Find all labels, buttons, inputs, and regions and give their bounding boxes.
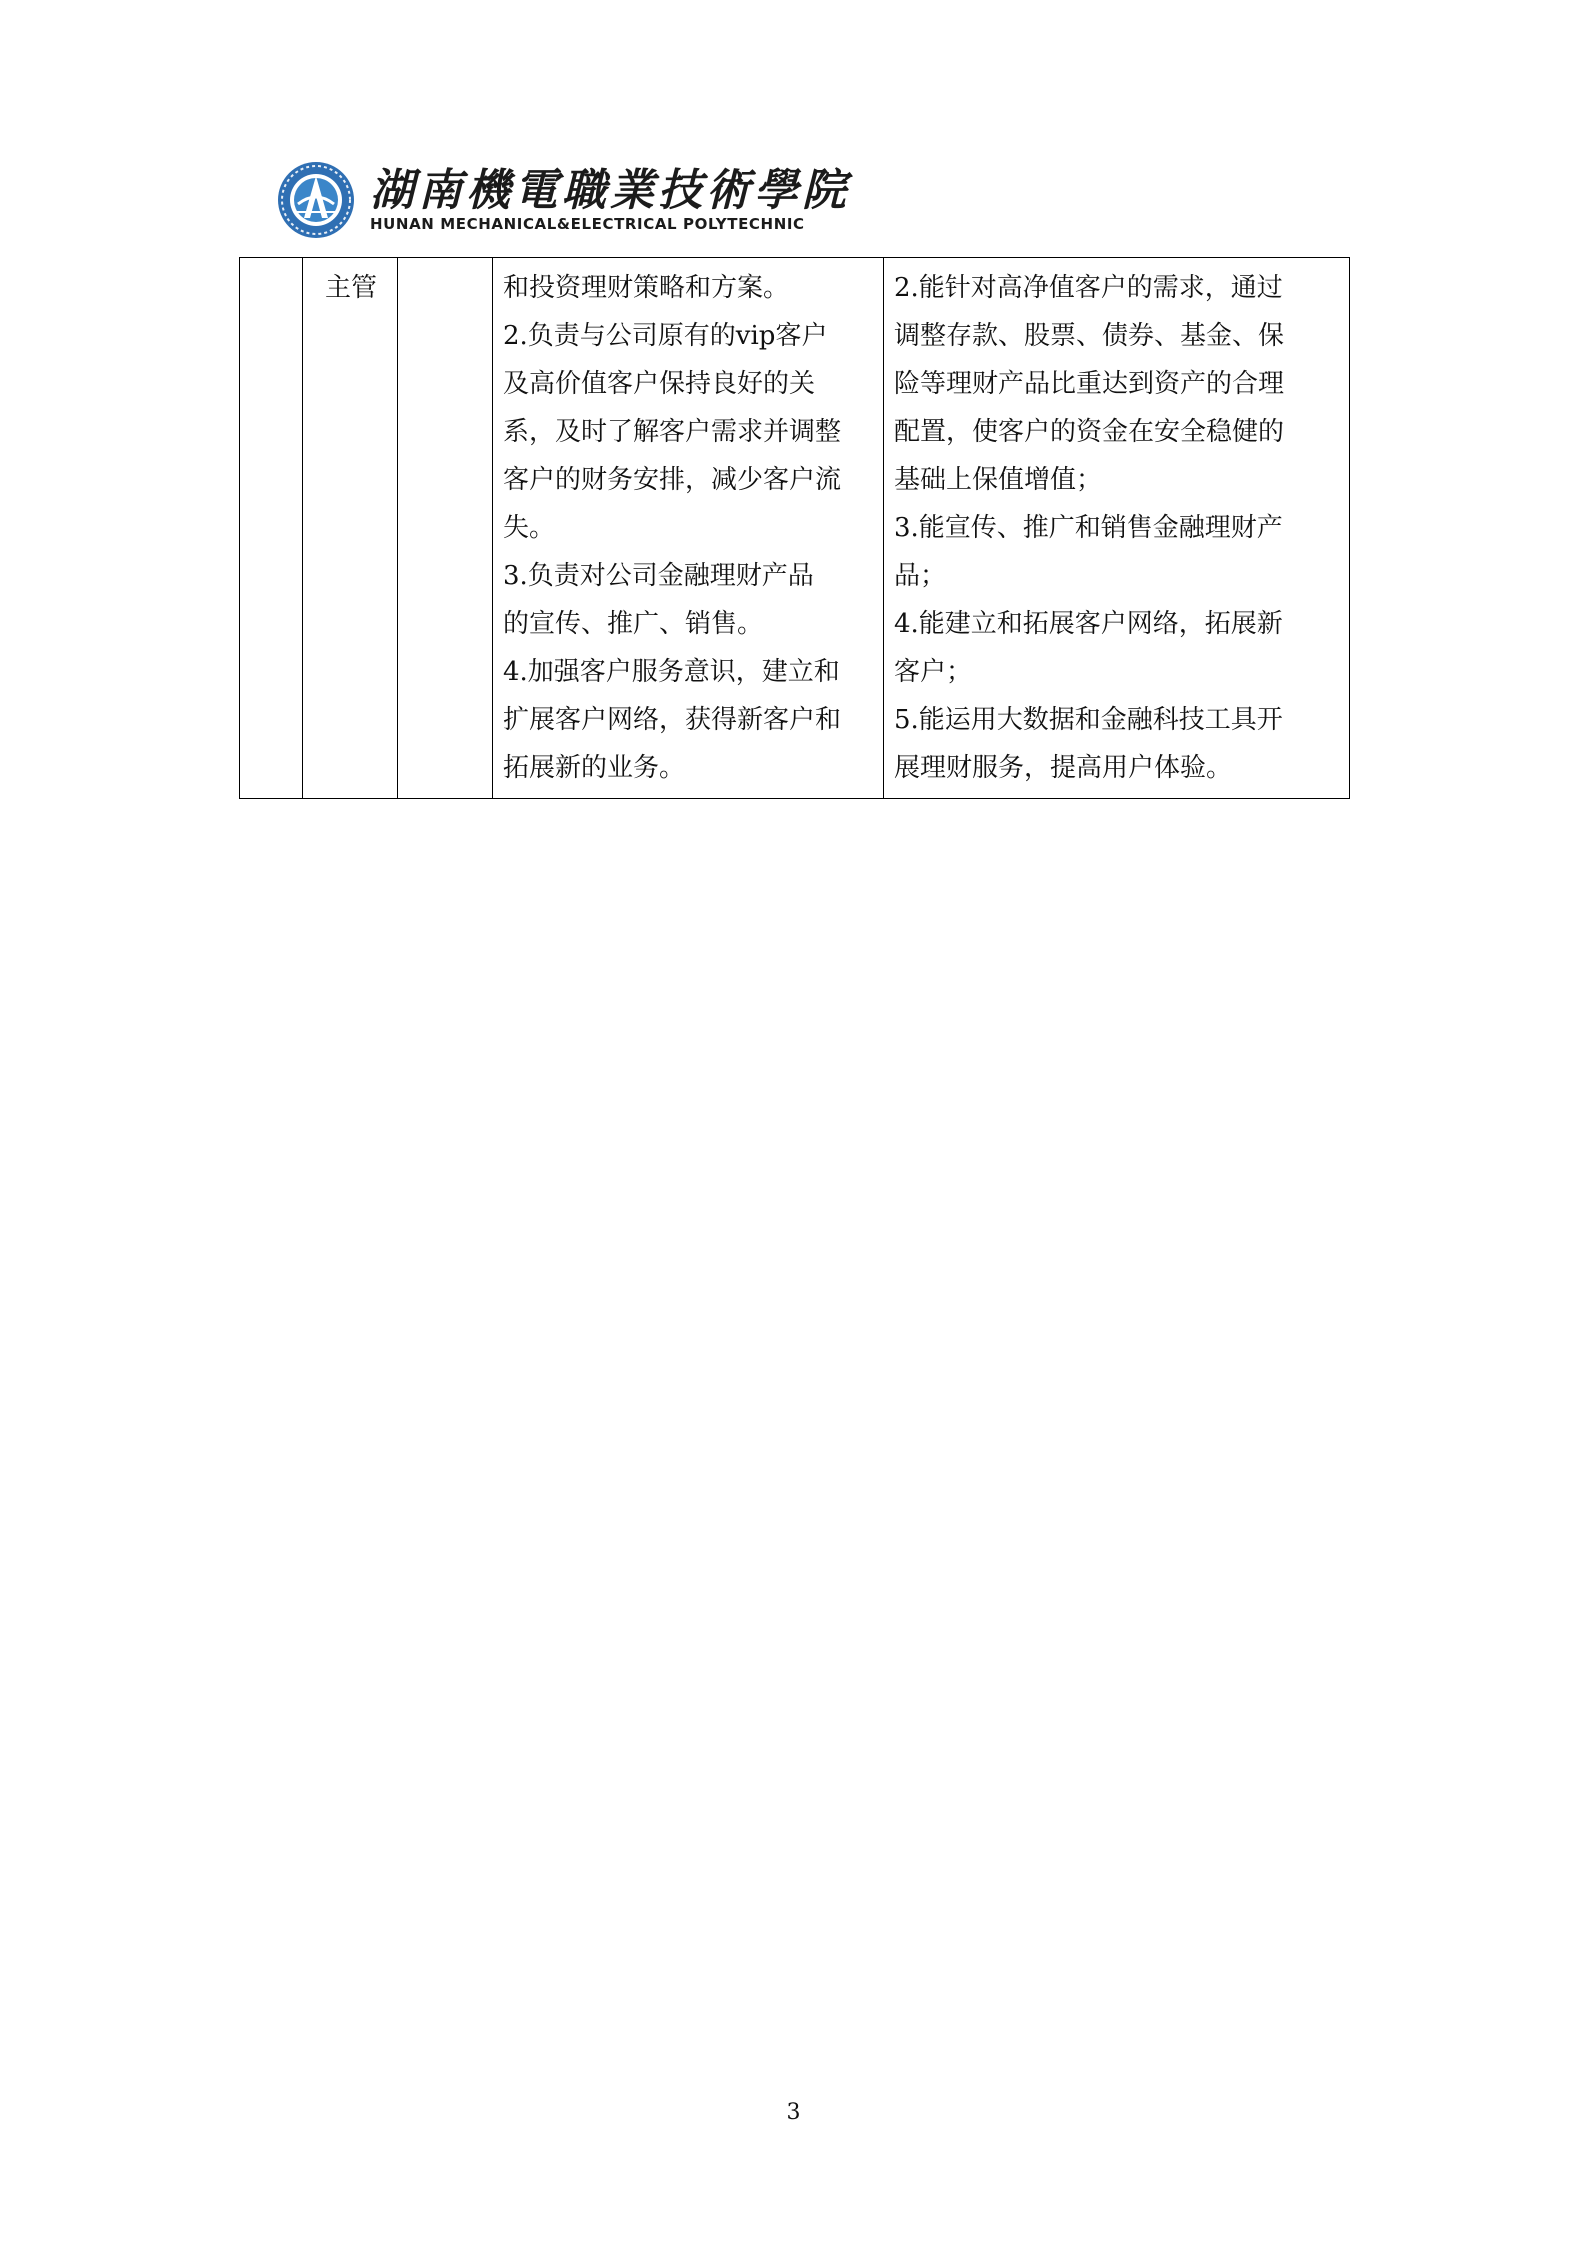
cell-responsibilities bbox=[493, 258, 884, 799]
responsibility-line: 4.加强客户服务意识，建立和 bbox=[503, 657, 840, 687]
responsibility-line: 客户的财务安排，减少客户流 bbox=[503, 465, 842, 495]
ability-line: 4.能建立和拓展客户网络，拓展新 bbox=[894, 609, 1283, 639]
ability-line: 5.能运用大数据和金融科技工具开 bbox=[894, 705, 1283, 735]
job-duties-table bbox=[239, 257, 1350, 799]
responsibility-line: 系，及时了解客户需求并调整 bbox=[503, 417, 842, 447]
responsibility-line: 2.负责与公司原有的vip客户 bbox=[503, 321, 828, 351]
responsibility-line: 拓展新的业务。 bbox=[503, 753, 686, 783]
ability-line: 2.能针对高净值客户的需求，通过 bbox=[894, 273, 1283, 303]
cell-index bbox=[240, 258, 303, 799]
ability-line: 险等理财产品比重达到资产的合理 bbox=[894, 369, 1285, 399]
college-emblem-icon bbox=[276, 160, 356, 240]
responsibility-line: 和投资理财策略和方案。 bbox=[503, 273, 790, 303]
responsibility-line: 扩展客户网络，获得新客户和 bbox=[503, 705, 842, 735]
ability-line: 品； bbox=[894, 561, 947, 591]
table-row bbox=[240, 258, 1350, 799]
cell-blank bbox=[398, 258, 493, 799]
cell-abilities bbox=[884, 258, 1350, 799]
ability-line: 调整存款、股票、债券、基金、保 bbox=[894, 321, 1285, 351]
page-header bbox=[276, 160, 850, 240]
responsibility-line: 3.负责对公司金融理财产品 bbox=[503, 561, 814, 591]
ability-line: 展理财服务，提高用户体验。 bbox=[894, 753, 1233, 783]
ability-line: 客户； bbox=[894, 657, 973, 687]
ability-line: 基础上保值增值； bbox=[894, 465, 1103, 495]
responsibility-line: 的宣传、推广、销售。 bbox=[503, 609, 764, 639]
responsibility-line: 及高价值客户保持良好的关 bbox=[503, 369, 816, 399]
college-name-cn: 湖南機電職業技術學院 bbox=[370, 165, 850, 216]
page-number: 3 bbox=[786, 2100, 801, 2125]
ability-line: 3.能宣传、推广和销售金融理财产 bbox=[894, 513, 1283, 543]
responsibility-line: 失。 bbox=[503, 513, 556, 543]
college-name-en: HUNAN MECHANICAL&ELECTRICAL POLYTECHNIC bbox=[370, 215, 805, 233]
ability-line: 配置，使客户的资金在安全稳健的 bbox=[894, 417, 1285, 447]
cell-position: 主管 bbox=[303, 258, 398, 799]
